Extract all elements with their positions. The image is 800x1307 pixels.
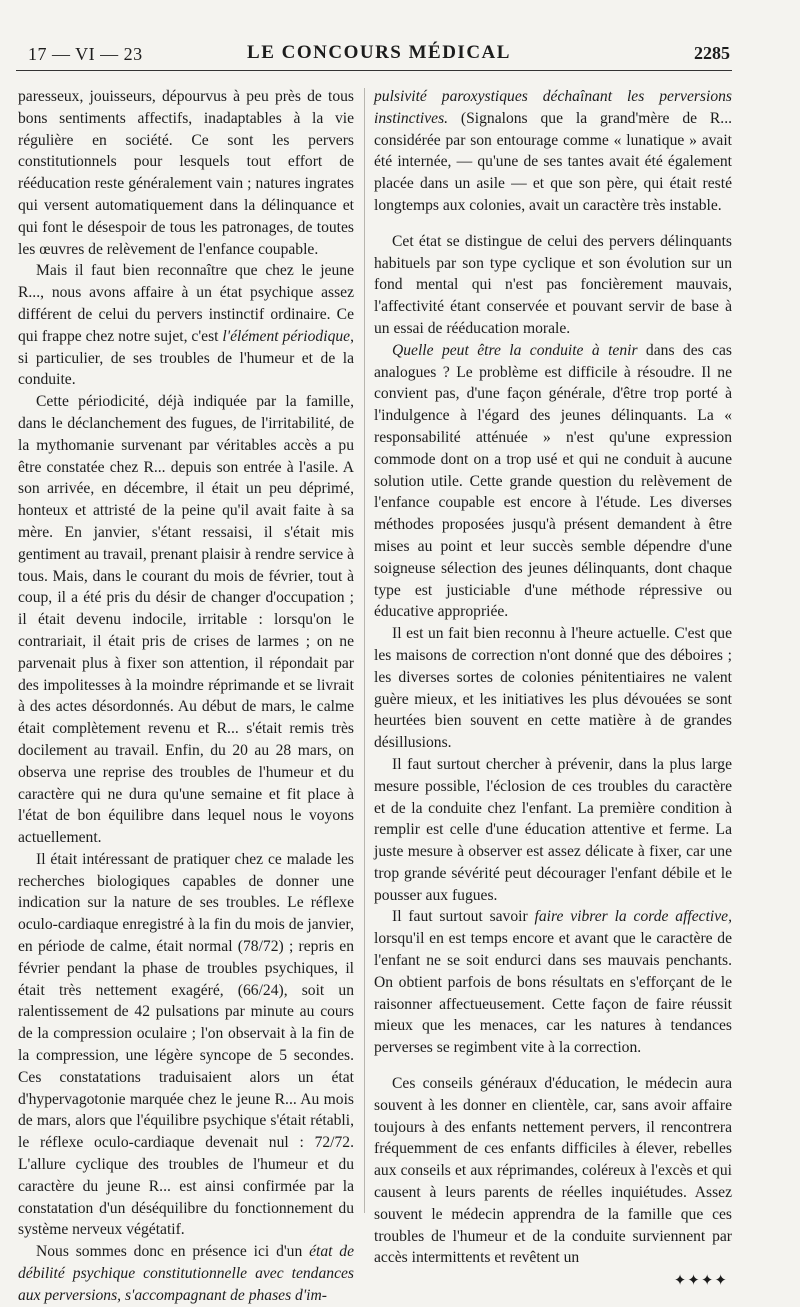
paragraph bbox=[18, 1241, 354, 1306]
paragraph bbox=[374, 86, 732, 217]
paragraph bbox=[374, 340, 732, 623]
header-rule bbox=[16, 70, 732, 71]
paragraph bbox=[18, 260, 354, 391]
issue-date: 17 — VI — 23 bbox=[28, 44, 143, 64]
text-run: Il faut surtout savoir bbox=[392, 908, 535, 926]
column-divider bbox=[364, 88, 365, 1213]
paragraph bbox=[374, 906, 732, 1059]
right-column bbox=[374, 86, 732, 1293]
paragraph: Il est un fait bien reconnu à l'heure actuelle. C'est que les maisons de correction n'ont donné que des déboires ; les diverses sortes de colonies pénitentiaires ne valent guère mieux, et les initiatives les plus dévouées se sont heurtées bien souvent en cette matière à de grandes désillusions. bbox=[374, 625, 732, 752]
emphasis: état de débilité psychique constitutionnelle avec tendances aux perversions, s'accompagnant de phases d'im- bbox=[18, 1243, 355, 1304]
emphasis: l'élément périodique bbox=[222, 327, 351, 345]
emphasis: Quelle peut être la conduite à tenir bbox=[392, 341, 638, 359]
text-run: Nous sommes donc en présence ici d'un bbox=[36, 1243, 310, 1261]
text-run: , si particulier, de ses troubles de l'humeur et de la conduite. bbox=[18, 327, 354, 389]
paragraph: Il était intéressant de pratiquer chez ce malade les recherches biologiques capables de donner une indication sur la nature de ses troubles. Le réflexe oculo-cardiaque enregistré à la fin du mois de janvier, en période de calme, était normal (78/72) ; repris en février pendant la phase de troubles psychiques, il était très nettement exagéré, (66/24), soit un ralentissement de 42 pulsations par minute au cours de la compression oculaire ; l'on observait à la fin de la compression, une légère syncope de 5 secondes. Ces constatations traduisaient alors un état d'hypervagotonie marquée chez le jeune R... Au mois de mars, alors que l'équilibre psychique s'était rétabli, le réflexe oculo-cardiaque devenait nul : 72/72. L'allure cyclique des troubles de l'humeur et du caractère du jeune R... est ainsi confirmée par la constatation d'un déséquilibre du fonctionnement du système nerveux végétatif. bbox=[18, 850, 354, 1239]
paragraph: Ces conseils généraux d'éducation, le médecin aura souvent à les donner en clientèle, car, sans avoir affaire toujours à des enfants nettement pervers, il rencontrera fréquemment de ces enfants difficiles à élever, rebelles aux conseils et aux réprimandes, coléreux à l'excès et qui causent à leurs parents de réelles inquiétudes. Assez souvent le médecin apprendra de la famille que ces troubles de l'humeur et de la conduite surviennent par accès intermittents et revêtent un bbox=[374, 1075, 732, 1267]
text-run: lorsqu'il en est temps encore et avant que le caractère de l'enfant ne se soit endurci dans ses mauvais penchants. On obtient parfois de bons résultats en s'efforçant de le raisonner affectueusement. Cette façon de faire réussit mieux que les menaces, car les natures à tendances perverses se regimbent vite à la correction. bbox=[374, 930, 732, 1057]
text-run: dans des cas analogues ? Le problème est difficile à résoudre. Il ne convient pas, d'une façon générale, d'être trop porté à l'indulgence à l'égard des jeunes délinquants. La « responsabilité atténuée » n'est qu'une expression commode dont on a trop usé et qui ne conduit à aucune solution utile. Cette grande question du relèvement de l'enfance coupable est encore à l'étude. Les diverses méthodes proposées jusqu'à présent demandent à être mises au point et leur succès semble dépendre d'une soigneuse sélection des jeunes délinquants, dont chaque type est justiciable d'une méthode répressive ou éducative appropriée. bbox=[374, 341, 732, 621]
paragraph: paresseux, jouisseurs, dépourvus à peu près de tous bons sentiments affectifs, inadaptables à la vie régulière en société. Ce sont les pervers constitutionnels pour lesquels tout effort de rééducation reste généralement vain ; natures ingrates qui versent automatiquement dans la délinquance et qui font le désespoir de tous les patronages, de toutes les œuvres de relèvement de l'enfance coupable. bbox=[18, 88, 354, 258]
paragraph: Cette périodicité, déjà indiquée par la famille, dans le déclanchement des fugues, de l'irritabilité, de la mythomanie survenant par véritables accès a pu être constatée chez R... depuis son entrée à l'asile. A son arrivée, en décembre, il était un peu déprimé, honteux et attristé de la peine qu'il avait faite à sa mère. En janvier, s'étant ressaisi, il s'était mis gentiment au travail, prenant plaisir à rendre service à tous. Mais, dans le courant du mois de février, tout à coup, il a été pris du désir de changer d'occupation ; il était devenu indocile, irritable : lorsqu'on le contrariait, il était pris de crises de larmes ; on ne parvenait plus à fixer son attention, il répondait par des impolitesses à la moindre réprimande et se livrait à des actes désordonnés. Au début de mars, le calme était complètement revenu et R... s'était remis très docilement au travail. Enfin, du 20 au 28 mars, on observa une reprise des troubles de l'humeur et du caractère qui ne dura qu'une semaine et fit place à l'état de bon équilibre dans lequel nous le voyons actuellement. bbox=[18, 393, 354, 847]
page-number: 2285 bbox=[694, 43, 730, 63]
emphasis: pulsivité paroxystiques déchaînant les perversions instinctives. bbox=[374, 88, 732, 127]
text-run: (Signalons que la grand'mère de R... considérée par son entourage comme « lunatique » avait été internée, — qu'une de ses tantes avait été également placée dans un asile — et que son père, qui était resté longtemps aux colonies, avait un caractère très instable. bbox=[374, 109, 732, 214]
running-header bbox=[28, 40, 730, 68]
left-column bbox=[18, 86, 354, 1307]
emphasis: faire vibrer la corde affective, bbox=[534, 908, 732, 926]
paragraph: Il faut surtout chercher à prévenir, dans la plus large mesure possible, l'éclosion de ces troubles du caractère et de la conduite chez l'enfant. La première condition à remplir est celle d'une éducation attentive et ferme. La juste mesure à observer est assez délicate à fixer, car une trop grande sévérité peut décourager l'enfant débile et le pousser aux fugues. bbox=[374, 755, 732, 904]
journal-title: LE CONCOURS MÉDICAL bbox=[247, 42, 511, 63]
paragraph: Cet état se distingue de celui des pervers délinquants habituels par son type cyclique et son évolution sur un fond mental qui n'est pas foncièrement mauvais, l'affectivité étant conservée et pouvant servir de base à un essai de rééducation morale. bbox=[374, 232, 732, 337]
text-run: Mais il faut bien reconnaître que chez le jeune R..., nous avons affaire à un état psychique assez différent de celui du pervers instinctif ordinaire. Ce qui frappe chez notre sujet, c'est bbox=[18, 262, 354, 345]
end-ornament: ✦✦✦✦ bbox=[673, 1273, 728, 1290]
